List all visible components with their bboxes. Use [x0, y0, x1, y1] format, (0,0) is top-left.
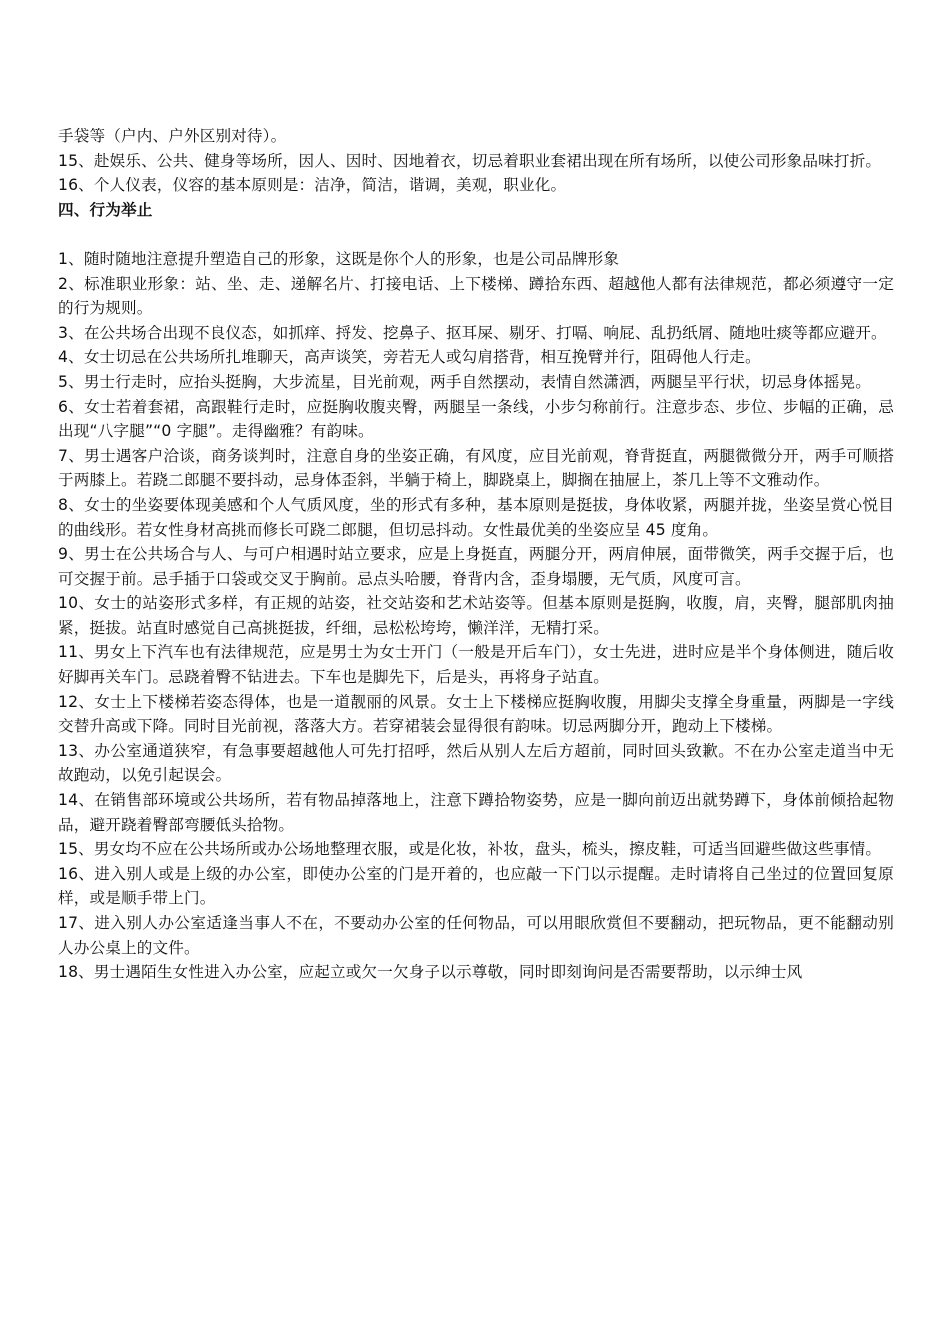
section-heading: 四、行为举止: [58, 200, 153, 219]
list-item: 16、进入别人或是上级的办公室，即使办公室的门是开着的，也应敲一下门以示提醒。走时请将自己坐过的位置回复原样，或是顺手带上门。: [58, 864, 894, 908]
document-body: [58, 124, 894, 985]
list-item: 17、进入别人办公室适逢当事人不在，不要动办公室的任何物品，可以用眼欣赏但不要翻动，把玩物品，更不能翻动别人办公桌上的文件。: [58, 914, 894, 957]
list-item: 15、男女均不应在公共场所或办公场地整理衣服，或是化妆，补妆，盘头，梳头，擦皮鞋，可适当回避些做这些事情。: [58, 840, 882, 859]
list-item: 18、男士遇陌生女性进入办公室，应起立或欠一欠身子以示尊敬，同时即刻询问是否需要帮助，以示绅士风: [58, 963, 803, 982]
list-item: 12、女士上下楼梯若姿态得体，也是一道靓丽的风景。女士上下楼梯应挺胸收腹，用脚尖支撑全身重量，两脚是一字线交替升高或下降。同时目光前视，落落大方。若穿裙装会显得很有韵味。切忌两脚分开，跑动上下楼梯。: [58, 692, 894, 736]
list-item: 10、女士的站姿形式多样，有正规的站姿，社交站姿和艺术站姿等。但基本原则是挺胸，收腹，肩，夹臀，腿部肌肉抽紧，挺拔。站直时感觉自己高挑挺拔，纤细，忌松松垮垮，懒洋洋，无精打采。: [58, 594, 894, 637]
list-item: 9、男士在公共场合与人、与可户相遇时站立要求，应是上身挺直，两腿分开，两肩伸展，面带微笑，两手交握于后，也可交握于前。忌手插于口袋或交叉于胸前。忌点头哈腰，脊背内含，歪身塌腰，无气质，风度可言。: [58, 545, 894, 588]
list-item: 5、男士行走时，应抬头挺胸，大步流星，目光前观，两手自然摆动，表情自然潇洒，两腿呈平行状，切忌身体摇晃。: [58, 372, 872, 391]
list-item: 1、随时随地注意提升塑造自己的形象，这既是你个人的形象，也是公司品牌形象: [58, 249, 620, 268]
list-item: 11、男女上下汽车也有法律规范，应是男士为女士开门（一般是开后车门），女士先进，进时应是半个身体侧进，随后收好脚再关车门。忌跷着臀不钻进去。下车也是脚先下，后是头，再将身子站直。: [58, 643, 894, 687]
list-item: 13、办公室通道狭窄，有急事要超越他人可先打招呼，然后从别人左后方超前，同时回头致歉。不在办公室走道当中无故跑动，以免引起误会。: [58, 741, 894, 785]
intro-paragraph: 16、个人仪表，仪容的基本原则是：洁净，简洁，谐调，美观，职业化。: [58, 176, 567, 195]
list-item: 14、在销售部环境或公共场所，若有物品掉落地上，注意下蹲拾物姿势，应是一脚向前迈出就势蹲下，身体前倾拾起物品，避开跷着臀部弯腰低头拾物。: [58, 791, 894, 834]
list-item: 4、女士切忌在公共场所扎堆聊天，高声谈笑，旁若无人或勾肩搭背，相互挽臂并行，阻碍他人行走。: [58, 348, 761, 367]
list-item: 8、女士的坐姿要体现美感和个人气质风度，坐的形式有多种，基本原则是挺拔，身体收紧，两腿并拢，坐姿呈赏心悦目的曲线形。若女性身材高挑而修长可跷二郎腿，但切忌抖动。女性最优美的坐姿应呈 45 度角。: [58, 495, 894, 539]
list-item: 6、女士若着套裙，高跟鞋行走时，应挺胸收腹夹臀，两腿呈一条线，小步匀称前行。注意步态、步位、步幅的正确，忌出现“八字腿”“0 字腿”。走得幽雅？有韵味。: [58, 397, 894, 441]
intro-paragraph: 15、赴娱乐、公共、健身等场所，因人、因时、因地着衣，切忌着职业套裙出现在所有场所，以使公司形象品味打折。: [58, 151, 882, 170]
list-item: 2、标准职业形象：站、坐、走、递解名片、打接电话、上下楼梯、蹲拾东西、超越他人都有法律规范，都必须遵守一定的行为规则。: [58, 274, 894, 318]
blank-line: [58, 222, 894, 247]
list-item: 7、男士遇客户洽谈，商务谈判时，注意自身的坐姿正确，有风度，应目光前观，脊背挺直，两腿微微分开，两手可顺搭于两膝上。若跷二郎腿不要抖动，忌身体歪斜，半躺于椅上，脚跷桌上，脚搁在抽屉上，茶几上等不文雅动作。: [58, 446, 894, 490]
intro-paragraph: 手袋等（户内、户外区别对待）。: [58, 127, 287, 145]
list-item: 3、在公共场合出现不良仪态，如抓痒、捋发、挖鼻子、抠耳屎、剔牙、打嗝、响屁、乱扔纸屑、随地吐痰等都应避开。: [58, 323, 887, 342]
